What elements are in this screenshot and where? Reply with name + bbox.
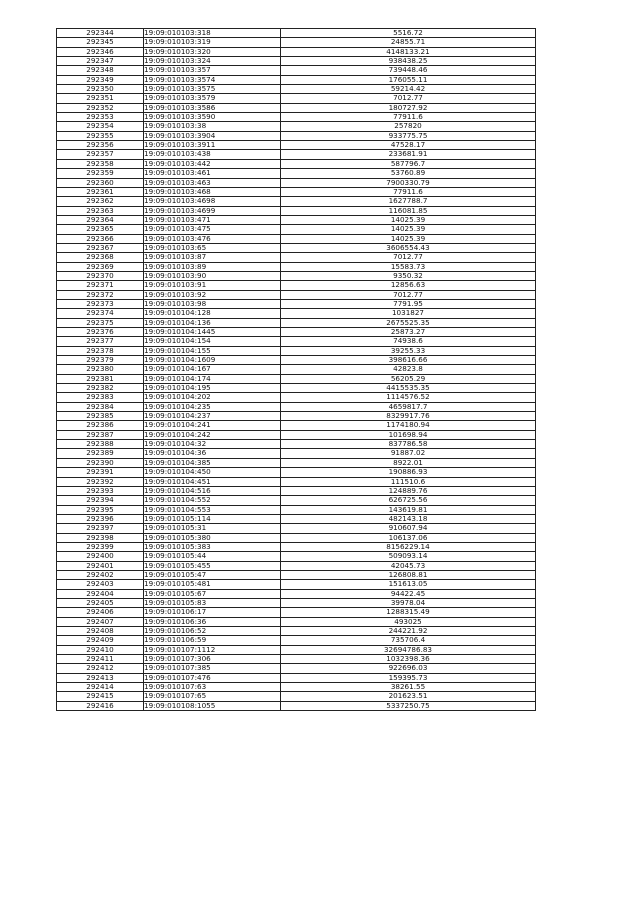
row-id-cell: 292410: [57, 645, 144, 654]
amount-cell: 24855.71: [281, 38, 536, 47]
cadastral-code-cell: 19:09:010104:235: [144, 402, 281, 411]
amount-cell: 14025.39: [281, 215, 536, 224]
cadastral-code-cell: 19:09:010104:241: [144, 421, 281, 430]
row-id-cell: 292355: [57, 131, 144, 140]
cadastral-code-cell: 19:09:010103:65: [144, 243, 281, 252]
table-row: [57, 561, 536, 570]
table-row: [57, 468, 536, 477]
cadastral-code-cell: 19:09:010103:4699: [144, 206, 281, 215]
table-row: [57, 645, 536, 654]
table-row: [57, 38, 536, 47]
row-id-cell: 292396: [57, 514, 144, 523]
row-id-cell: 292350: [57, 85, 144, 94]
cadastral-code-cell: 19:09:010103:89: [144, 262, 281, 271]
amount-cell: 91887.02: [281, 449, 536, 458]
amount-cell: 233681.91: [281, 150, 536, 159]
amount-cell: 938438.25: [281, 57, 536, 66]
table-row: [57, 374, 536, 383]
cadastral-code-cell: 19:09:010103:3574: [144, 75, 281, 84]
cadastral-code-cell: 19:09:010107:65: [144, 692, 281, 701]
cadastral-code-cell: 19:09:010104:1445: [144, 328, 281, 337]
cadastral-code-cell: 19:09:010105:83: [144, 598, 281, 607]
row-id-cell: 292407: [57, 617, 144, 626]
cadastral-code-cell: 19:09:010105:114: [144, 514, 281, 523]
cadastral-code-cell: 19:09:010106:17: [144, 608, 281, 617]
table-row: [57, 486, 536, 495]
row-id-cell: 292378: [57, 346, 144, 355]
amount-cell: 38261.55: [281, 683, 536, 692]
amount-cell: 4148133.21: [281, 47, 536, 56]
table-row: [57, 262, 536, 271]
amount-cell: 77911.6: [281, 187, 536, 196]
amount-cell: 42823.8: [281, 365, 536, 374]
cadastral-code-cell: 19:09:010103:3579: [144, 94, 281, 103]
cadastral-code-cell: 19:09:010104:552: [144, 496, 281, 505]
amount-cell: 39978.04: [281, 598, 536, 607]
table-row: [57, 328, 536, 337]
table-row: [57, 570, 536, 579]
data-table: [56, 28, 536, 711]
row-id-cell: 292388: [57, 440, 144, 449]
cadastral-code-cell: 19:09:010104:195: [144, 384, 281, 393]
cadastral-code-cell: 19:09:010107:306: [144, 655, 281, 664]
amount-cell: 180727.92: [281, 103, 536, 112]
amount-cell: 493025: [281, 617, 536, 626]
cadastral-code-cell: 19:09:010107:385: [144, 664, 281, 673]
row-id-cell: 292358: [57, 159, 144, 168]
table-row: [57, 309, 536, 318]
table-row: [57, 122, 536, 131]
amount-cell: 2675525.35: [281, 318, 536, 327]
cadastral-code-cell: 19:09:010103:3904: [144, 131, 281, 140]
row-id-cell: 292373: [57, 299, 144, 308]
amount-cell: 143619.81: [281, 505, 536, 514]
cadastral-code-cell: 19:09:010103:442: [144, 159, 281, 168]
table-row: [57, 159, 536, 168]
amount-cell: 739448.46: [281, 66, 536, 75]
row-id-cell: 292393: [57, 486, 144, 495]
table-row: [57, 103, 536, 112]
table-row: [57, 636, 536, 645]
row-id-cell: 292353: [57, 113, 144, 122]
row-id-cell: 292361: [57, 187, 144, 196]
table-row: [57, 318, 536, 327]
table-row: [57, 477, 536, 486]
table-row: [57, 552, 536, 561]
cadastral-code-cell: 19:09:010103:475: [144, 225, 281, 234]
cadastral-code-cell: 19:09:010106:59: [144, 636, 281, 645]
table-row: [57, 29, 536, 38]
amount-cell: 509093.14: [281, 552, 536, 561]
row-id-cell: 292367: [57, 243, 144, 252]
amount-cell: 1031827: [281, 309, 536, 318]
row-id-cell: 292382: [57, 384, 144, 393]
amount-cell: 77911.6: [281, 113, 536, 122]
amount-cell: 39255.33: [281, 346, 536, 355]
row-id-cell: 292400: [57, 552, 144, 561]
cadastral-code-cell: 19:09:010104:202: [144, 393, 281, 402]
row-id-cell: 292357: [57, 150, 144, 159]
table-row: [57, 365, 536, 374]
amount-cell: 190886.93: [281, 468, 536, 477]
amount-cell: 1032398.36: [281, 655, 536, 664]
amount-cell: 398616.66: [281, 356, 536, 365]
amount-cell: 1288315.49: [281, 608, 536, 617]
amount-cell: 42045.73: [281, 561, 536, 570]
cadastral-code-cell: 19:09:010103:461: [144, 169, 281, 178]
row-id-cell: 292352: [57, 103, 144, 112]
table-row: [57, 449, 536, 458]
amount-cell: 47528.17: [281, 141, 536, 150]
cadastral-code-cell: 19:09:010104:154: [144, 337, 281, 346]
table-row: [57, 253, 536, 262]
amount-cell: 106137.06: [281, 533, 536, 542]
table-row: [57, 608, 536, 617]
row-id-cell: 292398: [57, 533, 144, 542]
table-row: [57, 683, 536, 692]
row-id-cell: 292354: [57, 122, 144, 131]
cadastral-code-cell: 19:09:010107:476: [144, 673, 281, 682]
cadastral-code-cell: 19:09:010104:237: [144, 412, 281, 421]
table-row: [57, 580, 536, 589]
amount-cell: 837786.58: [281, 440, 536, 449]
cadastral-code-cell: 19:09:010103:463: [144, 178, 281, 187]
row-id-cell: 292403: [57, 580, 144, 589]
cadastral-code-cell: 19:09:010103:357: [144, 66, 281, 75]
row-id-cell: 292387: [57, 430, 144, 439]
amount-cell: 25873.27: [281, 328, 536, 337]
row-id-cell: 292402: [57, 570, 144, 579]
amount-cell: 124889.76: [281, 486, 536, 495]
amount-cell: 5337250.75: [281, 701, 536, 710]
table-row: [57, 458, 536, 467]
row-id-cell: 292414: [57, 683, 144, 692]
cadastral-code-cell: 19:09:010103:319: [144, 38, 281, 47]
table-row: [57, 617, 536, 626]
table-row: [57, 346, 536, 355]
table-row: [57, 402, 536, 411]
amount-cell: 56205.29: [281, 374, 536, 383]
amount-cell: 922696.03: [281, 664, 536, 673]
table-row: [57, 75, 536, 84]
amount-cell: 8156229.14: [281, 542, 536, 551]
cadastral-code-cell: 19:09:010103:3586: [144, 103, 281, 112]
table-row: [57, 66, 536, 75]
row-id-cell: 292374: [57, 309, 144, 318]
amount-cell: 8329917.76: [281, 412, 536, 421]
amount-cell: 4415535.35: [281, 384, 536, 393]
amount-cell: 7900330.79: [281, 178, 536, 187]
table-row: [57, 47, 536, 56]
table-row: [57, 94, 536, 103]
cadastral-code-cell: 19:09:010103:87: [144, 253, 281, 262]
amount-cell: 1174180.94: [281, 421, 536, 430]
amount-cell: 53760.89: [281, 169, 536, 178]
table-row: [57, 197, 536, 206]
row-id-cell: 292379: [57, 356, 144, 365]
cadastral-code-cell: 19:09:010105:44: [144, 552, 281, 561]
cadastral-code-cell: 19:09:010105:455: [144, 561, 281, 570]
row-id-cell: 292392: [57, 477, 144, 486]
row-id-cell: 292377: [57, 337, 144, 346]
amount-cell: 257820: [281, 122, 536, 131]
row-id-cell: 292386: [57, 421, 144, 430]
cadastral-code-cell: 19:09:010108:1055: [144, 701, 281, 710]
cadastral-code-cell: 19:09:010103:98: [144, 299, 281, 308]
amount-cell: 74938.6: [281, 337, 536, 346]
cadastral-code-cell: 19:09:010105:380: [144, 533, 281, 542]
table-row: [57, 299, 536, 308]
cadastral-code-cell: 19:09:010103:471: [144, 215, 281, 224]
cadastral-code-cell: 19:09:010107:1112: [144, 645, 281, 654]
row-id-cell: 292372: [57, 290, 144, 299]
row-id-cell: 292351: [57, 94, 144, 103]
row-id-cell: 292365: [57, 225, 144, 234]
amount-cell: 126808.81: [281, 570, 536, 579]
cadastral-code-cell: 19:09:010103:324: [144, 57, 281, 66]
amount-cell: 101698.94: [281, 430, 536, 439]
row-id-cell: 292364: [57, 215, 144, 224]
row-id-cell: 292404: [57, 589, 144, 598]
table-row: [57, 533, 536, 542]
table-row: [57, 225, 536, 234]
row-id-cell: 292371: [57, 281, 144, 290]
amount-cell: 116081.85: [281, 206, 536, 215]
row-id-cell: 292363: [57, 206, 144, 215]
cadastral-code-cell: 19:09:010105:383: [144, 542, 281, 551]
amount-cell: 735706.4: [281, 636, 536, 645]
row-id-cell: 292412: [57, 664, 144, 673]
cadastral-code-cell: 19:09:010103:320: [144, 47, 281, 56]
table-row: [57, 178, 536, 187]
cadastral-code-cell: 19:09:010103:90: [144, 271, 281, 280]
row-id-cell: 292348: [57, 66, 144, 75]
amount-cell: 910607.94: [281, 524, 536, 533]
row-id-cell: 292370: [57, 271, 144, 280]
table-row: [57, 701, 536, 710]
amount-cell: 14025.39: [281, 225, 536, 234]
row-id-cell: 292413: [57, 673, 144, 682]
row-id-cell: 292391: [57, 468, 144, 477]
table-row: [57, 187, 536, 196]
cadastral-code-cell: 19:09:010104:242: [144, 430, 281, 439]
amount-cell: 587796.7: [281, 159, 536, 168]
cadastral-code-cell: 19:09:010103:476: [144, 234, 281, 243]
cadastral-code-cell: 19:09:010103:3575: [144, 85, 281, 94]
cadastral-code-cell: 19:09:010106:36: [144, 617, 281, 626]
cadastral-code-cell: 19:09:010105:31: [144, 524, 281, 533]
cadastral-code-cell: 19:09:010103:91: [144, 281, 281, 290]
table-row: [57, 542, 536, 551]
cadastral-code-cell: 19:09:010104:32: [144, 440, 281, 449]
row-id-cell: 292383: [57, 393, 144, 402]
amount-cell: 8922.01: [281, 458, 536, 467]
table-row: [57, 393, 536, 402]
cadastral-code-cell: 19:09:010104:155: [144, 346, 281, 355]
amount-cell: 12856.63: [281, 281, 536, 290]
table-row: [57, 206, 536, 215]
amount-cell: 151613.05: [281, 580, 536, 589]
row-id-cell: 292366: [57, 234, 144, 243]
row-id-cell: 292409: [57, 636, 144, 645]
amount-cell: 3606554.43: [281, 243, 536, 252]
table-row: [57, 664, 536, 673]
row-id-cell: 292359: [57, 169, 144, 178]
amount-cell: 111510.6: [281, 477, 536, 486]
amount-cell: 7012.77: [281, 94, 536, 103]
table-row: [57, 421, 536, 430]
table-row: [57, 234, 536, 243]
amount-cell: 59214.42: [281, 85, 536, 94]
cadastral-code-cell: 19:09:010104:1609: [144, 356, 281, 365]
row-id-cell: 292375: [57, 318, 144, 327]
amount-cell: 482143.18: [281, 514, 536, 523]
row-id-cell: 292390: [57, 458, 144, 467]
row-id-cell: 292411: [57, 655, 144, 664]
table-row: [57, 215, 536, 224]
table-row: [57, 243, 536, 252]
table-row: [57, 281, 536, 290]
row-id-cell: 292360: [57, 178, 144, 187]
table-row: [57, 598, 536, 607]
row-id-cell: 292416: [57, 701, 144, 710]
row-id-cell: 292349: [57, 75, 144, 84]
table-row: [57, 655, 536, 664]
cadastral-code-cell: 19:09:010103:3911: [144, 141, 281, 150]
cadastral-code-cell: 19:09:010104:128: [144, 309, 281, 318]
amount-cell: 159395.73: [281, 673, 536, 682]
cadastral-code-cell: 19:09:010105:481: [144, 580, 281, 589]
table-row: [57, 141, 536, 150]
table-row: [57, 589, 536, 598]
cadastral-code-cell: 19:09:010107:63: [144, 683, 281, 692]
table-row: [57, 524, 536, 533]
row-id-cell: 292362: [57, 197, 144, 206]
table-row: [57, 150, 536, 159]
row-id-cell: 292368: [57, 253, 144, 262]
cadastral-code-cell: 19:09:010104:385: [144, 458, 281, 467]
cadastral-code-cell: 19:09:010104:167: [144, 365, 281, 374]
cadastral-code-cell: 19:09:010103:38: [144, 122, 281, 131]
cadastral-code-cell: 19:09:010106:52: [144, 627, 281, 636]
amount-cell: 9350.32: [281, 271, 536, 280]
row-id-cell: 292347: [57, 57, 144, 66]
amount-cell: 15583.73: [281, 262, 536, 271]
row-id-cell: 292345: [57, 38, 144, 47]
cadastral-code-cell: 19:09:010104:553: [144, 505, 281, 514]
row-id-cell: 292415: [57, 692, 144, 701]
table-row: [57, 496, 536, 505]
table-row: [57, 271, 536, 280]
cadastral-code-cell: 19:09:010104:450: [144, 468, 281, 477]
amount-cell: 5516.72: [281, 29, 536, 38]
table-row: [57, 440, 536, 449]
table-row: [57, 692, 536, 701]
table-row: [57, 290, 536, 299]
amount-cell: 201623.51: [281, 692, 536, 701]
table-row: [57, 169, 536, 178]
amount-cell: 7791.95: [281, 299, 536, 308]
amount-cell: 176055.11: [281, 75, 536, 84]
row-id-cell: 292389: [57, 449, 144, 458]
row-id-cell: 292397: [57, 524, 144, 533]
cadastral-code-cell: 19:09:010104:516: [144, 486, 281, 495]
row-id-cell: 292401: [57, 561, 144, 570]
cadastral-code-cell: 19:09:010104:36: [144, 449, 281, 458]
row-id-cell: 292399: [57, 542, 144, 551]
cadastral-code-cell: 19:09:010103:318: [144, 29, 281, 38]
row-id-cell: 292385: [57, 412, 144, 421]
row-id-cell: 292408: [57, 627, 144, 636]
table-row: [57, 85, 536, 94]
row-id-cell: 292394: [57, 496, 144, 505]
cadastral-code-cell: 19:09:010103:92: [144, 290, 281, 299]
amount-cell: 1627788.7: [281, 197, 536, 206]
cadastral-code-cell: 19:09:010105:47: [144, 570, 281, 579]
row-id-cell: 292369: [57, 262, 144, 271]
table-row: [57, 337, 536, 346]
cadastral-code-cell: 19:09:010103:438: [144, 150, 281, 159]
table-row: [57, 57, 536, 66]
cadastral-code-cell: 19:09:010104:451: [144, 477, 281, 486]
row-id-cell: 292356: [57, 141, 144, 150]
table-row: [57, 384, 536, 393]
table-row: [57, 113, 536, 122]
row-id-cell: 292344: [57, 29, 144, 38]
amount-cell: 7012.77: [281, 253, 536, 262]
amount-cell: 94422.45: [281, 589, 536, 598]
row-id-cell: 292405: [57, 598, 144, 607]
row-id-cell: 292406: [57, 608, 144, 617]
amount-cell: 626725.56: [281, 496, 536, 505]
table-row: [57, 356, 536, 365]
cadastral-code-cell: 19:09:010103:3590: [144, 113, 281, 122]
cadastral-code-cell: 19:09:010103:4698: [144, 197, 281, 206]
table-row: [57, 505, 536, 514]
table-body: [57, 29, 536, 711]
row-id-cell: 292380: [57, 365, 144, 374]
cadastral-code-cell: 19:09:010104:136: [144, 318, 281, 327]
table-row: [57, 627, 536, 636]
amount-cell: 244221.92: [281, 627, 536, 636]
amount-cell: 1114576.52: [281, 393, 536, 402]
row-id-cell: 292384: [57, 402, 144, 411]
table-row: [57, 131, 536, 140]
row-id-cell: 292346: [57, 47, 144, 56]
cadastral-code-cell: 19:09:010104:174: [144, 374, 281, 383]
row-id-cell: 292381: [57, 374, 144, 383]
cadastral-code-cell: 19:09:010105:67: [144, 589, 281, 598]
amount-cell: 7012.77: [281, 290, 536, 299]
amount-cell: 4659817.7: [281, 402, 536, 411]
table-row: [57, 412, 536, 421]
row-id-cell: 292376: [57, 328, 144, 337]
amount-cell: 32694786.83: [281, 645, 536, 654]
table-row: [57, 514, 536, 523]
cadastral-code-cell: 19:09:010103:468: [144, 187, 281, 196]
table-row: [57, 430, 536, 439]
amount-cell: 933775.75: [281, 131, 536, 140]
table-row: [57, 673, 536, 682]
row-id-cell: 292395: [57, 505, 144, 514]
amount-cell: 14025.39: [281, 234, 536, 243]
